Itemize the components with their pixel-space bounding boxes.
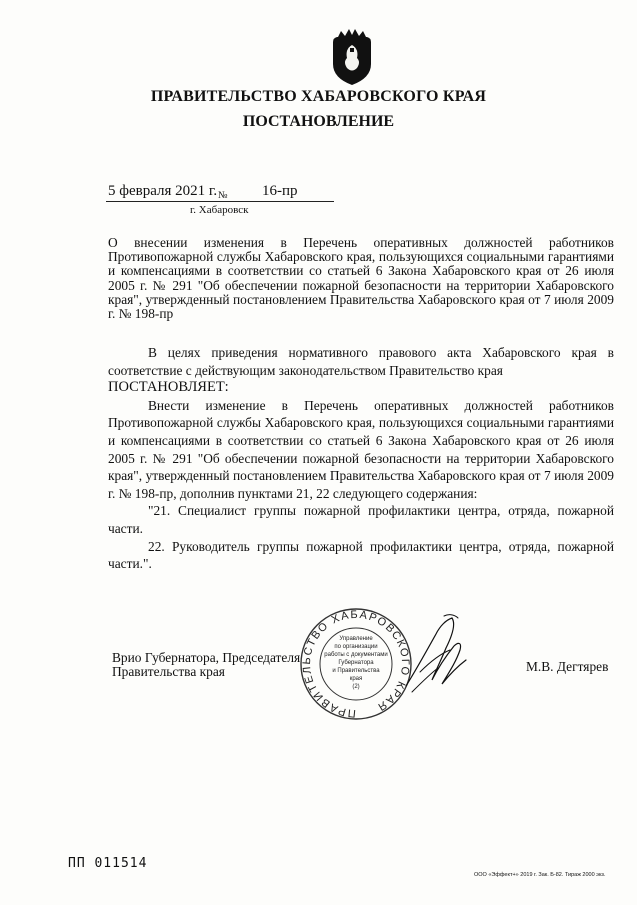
- document-city: г. Хабаровск: [190, 204, 249, 216]
- seal-line-1: Управление: [339, 636, 373, 642]
- number-sign: №: [218, 190, 228, 201]
- document-type: ПОСТАНОВЛЕНИЕ: [242, 113, 395, 130]
- signatory-name: М.В. Дегтярев: [526, 659, 609, 674]
- signatory-position: [112, 651, 300, 679]
- seal-line-2: по организации: [334, 644, 378, 650]
- signatory-position-line-1: Врио Губернатора, Председателя: [112, 650, 301, 665]
- intro-paragraph: В целях приведения нормативного правового акта Хабаровского края в соответствие с действующим законодательством Правительство края: [108, 345, 614, 378]
- seal-line-7: (2): [352, 684, 360, 690]
- resolves-heading: ПОСТАНОВЛЯЕТ:: [108, 379, 229, 396]
- handwritten-signature: [400, 612, 476, 698]
- document-subject: О внесении изменения в Перечень оперативных должностей работников Противопожарной службы Хабаровского края, пользующихся социальными гарантиями и компенсациями в соответствии со статьей 6 Закона Хабаровского края от 26 июля 2005 г. № 291 "Об обеспечении пожарной безопасности на территории Хабаровского края", утвержденный постановлением Правительства Хабаровского края от 7 июля 2009 г. № 198-пр: [108, 235, 614, 322]
- seal-line-4: Губернатора: [338, 660, 374, 666]
- seal-line-6: края: [349, 676, 363, 682]
- item-21: "21. Специалист группы пожарной профилактики центра, отряда, пожарной части.: [108, 503, 614, 536]
- seal-ring-text: ПРАВИТЕЛЬСТВО ХАБАРОВСКОГО КРАЯ: [300, 608, 412, 720]
- seal-line-3: работы с документами: [324, 652, 388, 658]
- date-underline: [106, 201, 334, 202]
- item-22: 22. Руководитель группы пожарной профилактики центра, отряда, пожарной части.".: [108, 538, 614, 572]
- document-body: [108, 344, 614, 573]
- coat-of-arms-emblem: [330, 28, 374, 86]
- document-number: 16-пр: [262, 183, 298, 199]
- document-date: 5 февраля 2021 г.: [108, 183, 218, 199]
- signatory-position-line-2: Правительства края: [112, 664, 225, 679]
- seal-line-5: и Правительства: [332, 668, 380, 674]
- main-paragraph: Внести изменение в Перечень оперативных должностей работников Противопожарной службы Хабаровского края, пользующихся социальными гарантиями и компенсациями в соответствии со статьей 6 Закона Хабаровского края от 26 июля 2005 г. № 291 "Об обеспечении пожарной безопасности на территории Хабаровского края", утвержденный постановлением Правительства Хабаровского края от 7 июля 2009 г. № 198-пр, дополнив пунктами 21, 22 следующего содержания:: [108, 397, 614, 501]
- government-name: ПРАВИТЕЛЬСТВО ХАБАРОВСКОГО КРАЯ: [150, 88, 487, 105]
- form-serial-number: ПП 011514: [68, 856, 148, 871]
- print-info: ООО «Эффект+» 2019 г. Зак. Б-82. Тираж 2000 экз.: [474, 872, 606, 878]
